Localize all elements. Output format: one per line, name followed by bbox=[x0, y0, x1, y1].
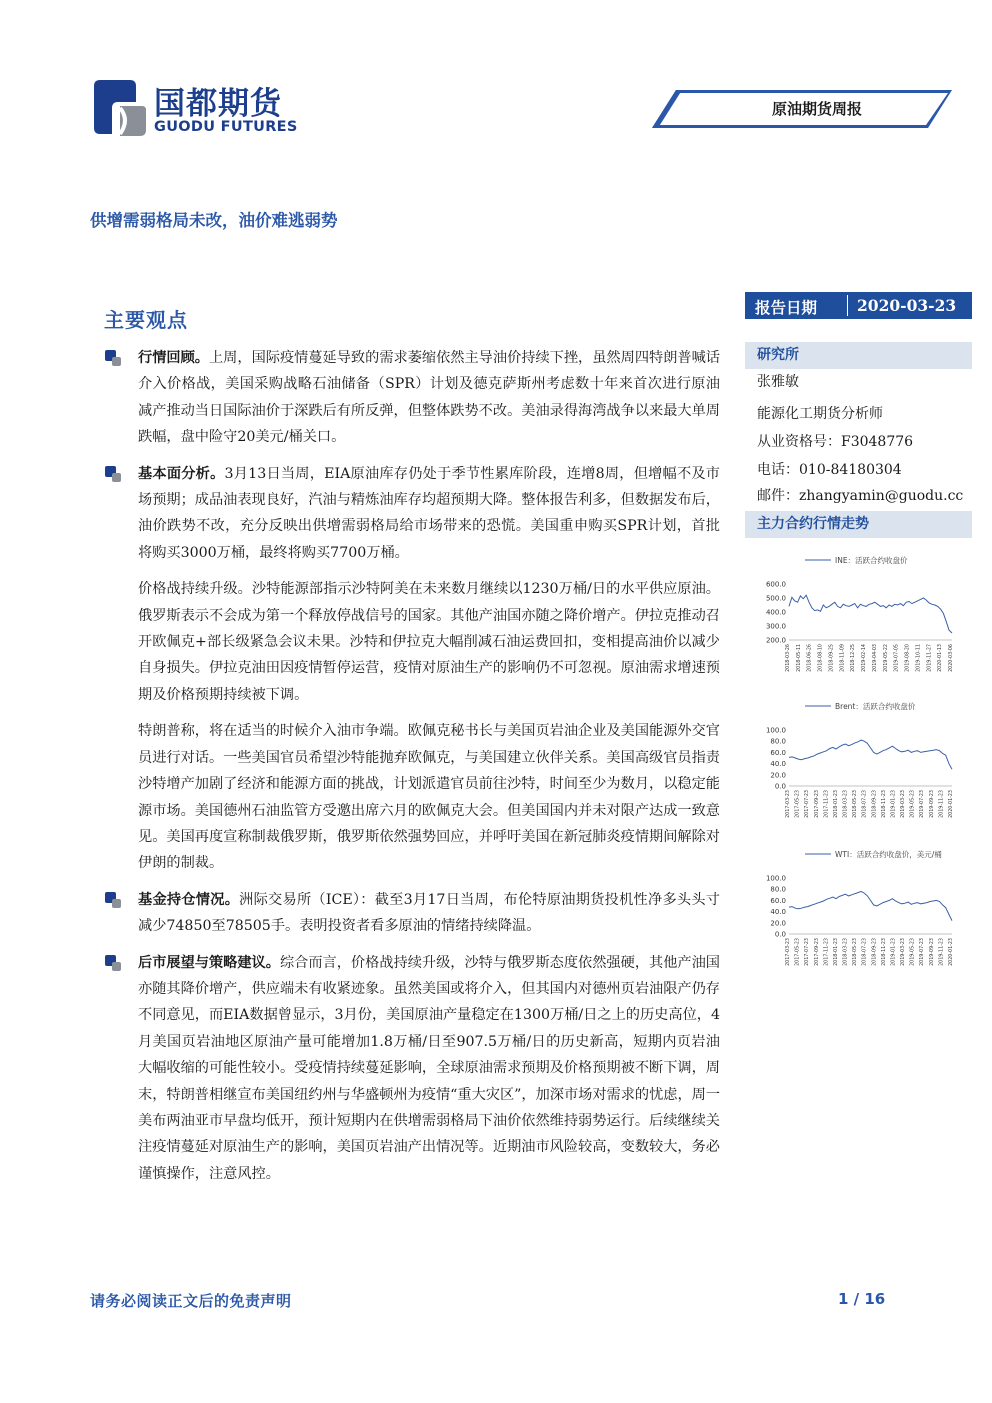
series-line bbox=[789, 740, 952, 769]
paragraph-market-review bbox=[104, 345, 720, 451]
y-tick-label: 20.0 bbox=[770, 919, 786, 928]
disclaimer-link[interactable]: 请务必阅读正文后的免责声明 bbox=[90, 1292, 292, 1310]
analyst-name: 张雅敏 bbox=[757, 374, 799, 390]
x-tick-label: 2017-07-23 bbox=[805, 938, 811, 966]
x-tick-label: 2018-06-26 bbox=[807, 644, 813, 672]
bullet-logo-icon bbox=[104, 349, 122, 367]
y-tick-label: 600.0 bbox=[765, 580, 786, 589]
page-number: 1 / 16 bbox=[838, 1290, 886, 1308]
paragraph-lead: 基本面分析。 bbox=[138, 465, 225, 482]
x-tick-label: 2019-04-03 bbox=[872, 644, 878, 672]
x-tick-label: 2018-05-23 bbox=[853, 938, 859, 966]
x-tick-label: 2018-01-23 bbox=[833, 938, 839, 966]
y-tick-label: 400.0 bbox=[765, 608, 786, 617]
paragraph-lead: 行情回顾。 bbox=[138, 350, 209, 366]
guodu-logo-icon bbox=[90, 76, 148, 138]
x-tick-label: 2018-03-23 bbox=[843, 938, 849, 966]
chart-ine bbox=[745, 548, 972, 692]
x-tick-label: 2019-05-22 bbox=[883, 644, 889, 672]
x-tick-label: 2020-01-23 bbox=[949, 938, 954, 966]
x-tick-label: 2018-01-23 bbox=[833, 790, 839, 818]
y-tick-label: 0.0 bbox=[774, 782, 786, 791]
x-tick-label: 2018-07-23 bbox=[862, 790, 868, 818]
chart-brent bbox=[745, 694, 972, 838]
x-tick-label: 2019-11-23 bbox=[939, 790, 945, 818]
series-line bbox=[789, 891, 952, 920]
x-tick-label: 2018-09-25 bbox=[829, 644, 835, 672]
x-tick-label: 2017-05-23 bbox=[795, 938, 801, 966]
paragraph-outlook bbox=[104, 950, 720, 1188]
x-tick-label: 2018-05-11 bbox=[796, 644, 802, 672]
report-type-banner bbox=[652, 90, 952, 128]
legend-label: WTI：活跃合约收盘价，美元/桶 bbox=[835, 850, 942, 859]
section-title-main-views: 主要观点 bbox=[104, 308, 188, 332]
x-tick-label: 2019-09-23 bbox=[929, 790, 935, 818]
x-tick-label: 2017-11-23 bbox=[824, 790, 830, 818]
paragraph-fund-positions bbox=[104, 887, 720, 940]
bullet-logo-icon bbox=[104, 891, 122, 909]
report-date-value: 2020-03-23 bbox=[857, 296, 957, 315]
bullet-logo-icon bbox=[104, 465, 122, 483]
legend-label: INE：活跃合约收盘价 bbox=[835, 556, 908, 565]
paragraph-text: 价格战持续升级。沙特能源部指示沙特阿美在未来数月继续以1230万桶/日的水平供应原油。俄罗斯表示不会成为第一个释放停战信号的国家。其他产油国亦随之降价增产。伊拉克推动召开欧佩克+部长级紧急会议未果。沙特和伊拉克大幅削减石油运费回扣，变相提高油价以减少自身损失。伊拉克油田因疫情暂停运营，疫情对原油生产的影响仍不可忽视。原油需求增速预期及价格预期持续被下调。 bbox=[138, 581, 720, 703]
x-tick-label: 2017-09-23 bbox=[814, 938, 820, 966]
company-logo bbox=[90, 76, 340, 138]
x-tick-label: 2018-03-26 bbox=[786, 644, 791, 672]
paragraph-fundamentals bbox=[104, 461, 720, 567]
x-tick-label: 2019-11-27 bbox=[927, 644, 933, 672]
x-tick-label: 2019-07-23 bbox=[920, 790, 926, 818]
x-tick-label: 2019-05-23 bbox=[910, 938, 916, 966]
y-tick-label: 80.0 bbox=[770, 737, 786, 746]
y-tick-label: 80.0 bbox=[770, 885, 786, 894]
report-date-box bbox=[745, 292, 972, 319]
x-tick-label: 2019-10-11 bbox=[916, 644, 922, 672]
x-tick-label: 2018-05-23 bbox=[853, 790, 859, 818]
paragraph-lead: 基金持仓情况。 bbox=[138, 891, 240, 908]
x-tick-label: 2018-09-23 bbox=[872, 790, 878, 818]
y-tick-label: 40.0 bbox=[770, 908, 786, 917]
y-tick-label: 300.0 bbox=[765, 622, 786, 631]
y-tick-label: 200.0 bbox=[765, 636, 786, 645]
x-tick-label: 2020-01-13 bbox=[938, 644, 944, 672]
y-tick-label: 60.0 bbox=[770, 748, 786, 757]
x-tick-label: 2018-09-23 bbox=[872, 938, 878, 966]
y-tick-label: 500.0 bbox=[765, 594, 786, 603]
bullet-logo-icon bbox=[104, 954, 122, 972]
y-tick-label: 60.0 bbox=[770, 896, 786, 905]
paragraph-text: 特朗普称，将在适当的时候介入油市争端。欧佩克秘书长与美国页岩油企业及美国能源外交官员进行对话。一些美国官员希望沙特能抛弃欧佩克，与美国建立伙伴关系。美国高级官员指责沙特增产加剧了经济和能源方面的挑战，计划派遣官员前往沙特，时间至少为数月，以稳定能源市场。美国德州石油监管方受邀出席六月的欧佩克大会。但美国国内并未对限产达成一致意见。美国再度宣称制裁俄罗斯，俄罗斯依然强势回应，并呼吁美国在新冠肺炎疫情期间解除对伊朗的制裁。 bbox=[138, 723, 720, 872]
paragraph-trump bbox=[104, 718, 720, 876]
x-tick-label: 2019-07-23 bbox=[920, 938, 926, 966]
paragraph-lead: 后市展望与策略建议。 bbox=[138, 954, 280, 971]
x-tick-label: 2018-11-23 bbox=[881, 790, 887, 818]
x-tick-label: 2018-03-23 bbox=[843, 790, 849, 818]
logo-english-name: GUODU FUTURES bbox=[154, 119, 298, 135]
institute-header: 研究所 bbox=[745, 342, 972, 369]
chart-section-header: 主力合约行情走势 bbox=[745, 511, 972, 538]
x-tick-label: 2019-09-23 bbox=[929, 938, 935, 966]
x-tick-label: 2018-12-25 bbox=[851, 644, 857, 672]
x-tick-label: 2020-01-23 bbox=[949, 790, 954, 818]
x-tick-label: 2018-07-23 bbox=[862, 938, 868, 966]
analyst-phone: 电话：010-84180304 bbox=[757, 462, 902, 478]
paragraph-text: 3月13日当周，EIA原油库存仍处于季节性累库阶段，连增8周，但增幅不及市场预期；成品油表现良好，汽油与精炼油库存均超预期大降。整体报告利多，但数据发布后，油价跌势不改，充分反映出供增需弱格局给市场带来的恐慌。美国重申购买SPR计划，首批将购买3000万桶，最终将购买7700万桶。 bbox=[138, 465, 720, 561]
x-tick-label: 2017-03-23 bbox=[786, 938, 791, 966]
x-tick-label: 2019-01-23 bbox=[891, 790, 897, 818]
y-tick-label: 100.0 bbox=[765, 726, 786, 735]
y-tick-label: 100.0 bbox=[765, 874, 786, 883]
series-line bbox=[789, 595, 952, 633]
logo-chinese-name: 国都期货 bbox=[154, 86, 282, 122]
x-tick-label: 2019-03-23 bbox=[901, 938, 907, 966]
x-tick-label: 2018-08-10 bbox=[818, 644, 824, 672]
x-tick-label: 2017-11-23 bbox=[824, 938, 830, 966]
analyst-title: 能源化工期货分析师 bbox=[757, 406, 883, 422]
x-tick-label: 2020-03-06 bbox=[949, 644, 954, 672]
x-tick-label: 2017-03-23 bbox=[786, 790, 791, 818]
paragraph-price-war bbox=[104, 576, 720, 708]
x-tick-label: 2019-03-23 bbox=[901, 790, 907, 818]
x-tick-label: 2018-11-09 bbox=[840, 644, 846, 672]
report-type-label: 原油期货周报 bbox=[771, 100, 862, 118]
x-tick-label: 2019-07-05 bbox=[894, 644, 900, 672]
report-date-label: 报告日期 bbox=[755, 298, 818, 317]
y-tick-label: 40.0 bbox=[770, 760, 786, 769]
paragraph-text: 上周，国际疫情蔓延导致的需求萎缩依然主导油价持续下挫，虽然周四特朗普喊话介入价格战，美国采购战略石油储备（SPR）计划及德克萨斯州考虑数十年来首次进行原油减产推动当日国际油价于深跌后有所反弹，但整体跌势不改。美油录得海湾战争以来最大单周跌幅，盘中险守20美元/桶关口。 bbox=[138, 350, 720, 446]
main-content bbox=[104, 345, 720, 1197]
x-tick-label: 2019-05-23 bbox=[910, 790, 916, 818]
x-tick-label: 2019-01-23 bbox=[891, 938, 897, 966]
chart-wti bbox=[745, 842, 972, 986]
y-tick-label: 0.0 bbox=[774, 930, 786, 939]
legend-label: Brent：活跃合约收盘价 bbox=[835, 702, 916, 711]
paragraph-text: 洲际交易所（ICE）：截至3月17日当周，布伦特原油期货投机性净多头头寸减少74850至78505手。表明投资者看多原油的情绪持续降温。 bbox=[138, 891, 720, 935]
x-tick-label: 2017-09-23 bbox=[814, 790, 820, 818]
y-tick-label: 20.0 bbox=[770, 771, 786, 780]
x-tick-label: 2019-08-20 bbox=[905, 644, 911, 672]
email-text[interactable]: 邮件：zhangyamin@guodu.cc bbox=[757, 488, 964, 504]
analyst-email[interactable] bbox=[757, 485, 963, 505]
document-title: 供增需弱格局未改，油价难逃弱势 bbox=[90, 211, 338, 230]
x-tick-label: 2018-11-23 bbox=[881, 938, 887, 966]
date-divider bbox=[847, 295, 848, 316]
x-tick-label: 2017-07-23 bbox=[805, 790, 811, 818]
x-tick-label: 2017-05-23 bbox=[795, 790, 801, 818]
x-tick-label: 2019-11-23 bbox=[939, 938, 945, 966]
paragraph-text: 综合而言，价格战持续升级，沙特与俄罗斯态度依然强硬，其他产油国亦随其降价增产，供应端未有收紧迹象。虽然美国或将介入，但其国内对德州页岩油限产仍存不同意见，而EIA数据曾显示，3月份，美国原油产量稳定在1300万桶/日之上的历史高位，4月美国页岩油地区原油产量可能增加1.8万桶/日至907.5万桶/日的历史新高，短期内页岩油大幅收缩的可能性较小。受疫情持续蔓延影响，全球原油需求预期及价格预期被不断下调，周末，特朗普相继宣布美国纽约州与华盛顿州为疫情“重大灾区”，加深市场对需求的忧虑，周一美布两油亚市早盘均低开，预计短期内在供增需弱格局下油价依然维持弱势运行。后续继续关注疫情蔓延对原油生产的影响，美国页岩油产出情况等。近期油市风险较高，变数较大，务必谨慎操作，注意风控。 bbox=[138, 954, 721, 1182]
x-tick-label: 2019-02-14 bbox=[862, 644, 868, 672]
analyst-license: 从业资格号：F3048776 bbox=[757, 434, 914, 450]
